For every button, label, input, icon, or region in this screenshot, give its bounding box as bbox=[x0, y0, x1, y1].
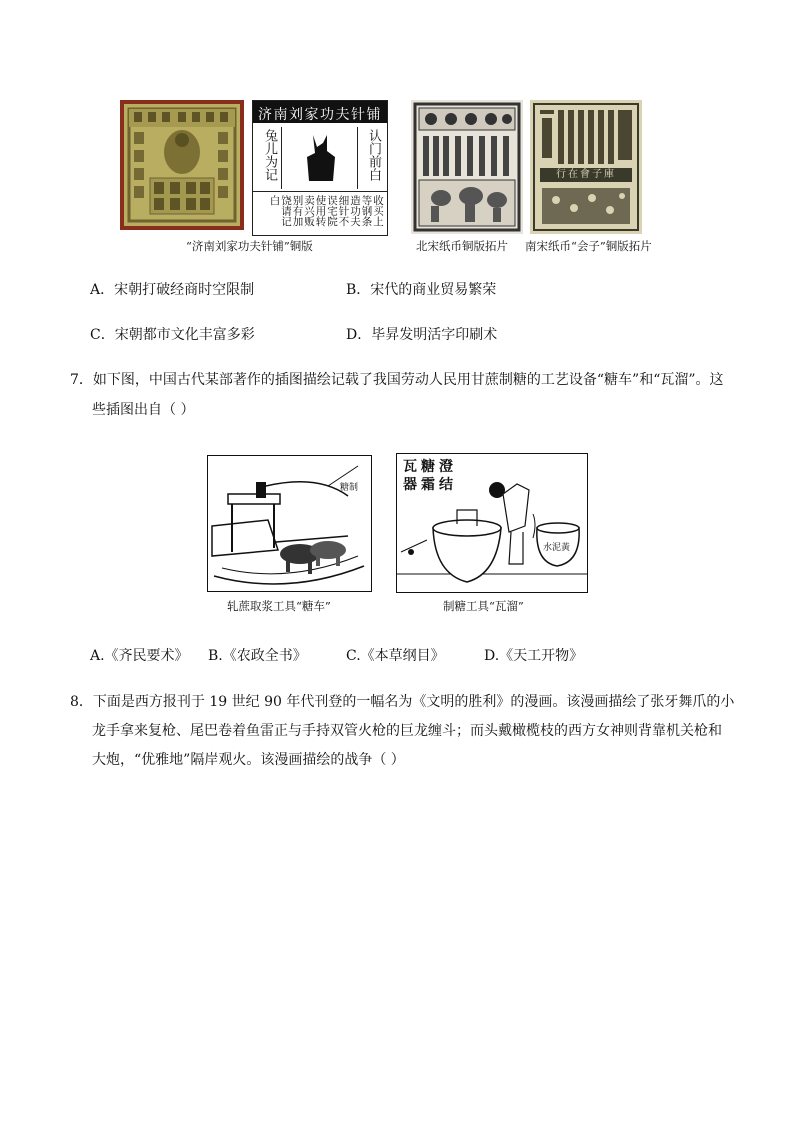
q6-option-a[interactable]: A．宋朝打破经商时空限制 bbox=[90, 282, 255, 298]
caption-needle-shop: “济南刘家功夫针铺”铜版 bbox=[186, 239, 313, 253]
q7-option-a[interactable]: A.《齐民要术》 bbox=[90, 648, 189, 664]
ad-left-column-text: 兔儿为记 bbox=[262, 129, 277, 181]
huizi-title-text: 行在會子庫 bbox=[556, 169, 616, 180]
q8-stem-line3: 大炮，“优雅地”隔岸观火。该漫画描绘的战争（ ） bbox=[92, 752, 405, 768]
q8-stem-line1: 8．下面是西方报刊于 19 世纪 90 年代刊登的一幅名为《文明的胜利》的漫画。该漫画描绘了张牙舞爪的小 bbox=[70, 694, 735, 710]
ad-right-column-text: 认门前白 bbox=[366, 129, 381, 181]
ad-body-text: 收买上等钢条造功夫细针不误宅院使用转卖兴贩别有加饶请记白 bbox=[268, 195, 384, 227]
q7-option-d[interactable]: D.《天工开物》 bbox=[484, 648, 584, 664]
northern-song-banknote-image bbox=[411, 100, 523, 234]
q7-stem-line2: 些插图出自（ ） bbox=[92, 402, 195, 418]
q6-option-c[interactable]: C．宋朝都市文化丰富多彩 bbox=[90, 327, 255, 343]
q8-stem-line2: 龙手拿来复枪、尾巴卷着鱼雷正与手持双管火枪的巨龙缠斗；而头戴橄榄枝的西方女神则背靠机关枪和 bbox=[92, 723, 722, 739]
bronze-plate-image bbox=[120, 100, 244, 230]
sugar-cart-illustration bbox=[207, 455, 372, 592]
southern-song-huizi-image bbox=[530, 100, 642, 234]
q7-stem-line1: 7．如下图，中国古代某部著作的插图描绘记载了我国劳动人民用甘蔗制糖的工艺设备“糖车”和“瓦溜”。这 bbox=[70, 372, 724, 388]
q6-option-d[interactable]: D．毕昇发明活字印刷术 bbox=[346, 327, 498, 343]
caption-southern-song: 南宋纸币“会子”铜版拓片 bbox=[525, 239, 652, 253]
q6-option-b[interactable]: B．宋代的商业贸易繁荣 bbox=[346, 282, 497, 298]
caption-northern-song: 北宋纸币铜版拓片 bbox=[416, 239, 508, 253]
clay-pot-title-text: 瓦糖澄 器霜结 bbox=[403, 459, 457, 493]
caption-sugar-cart: 轧蔗取浆工具“糖车” bbox=[227, 599, 331, 613]
clay-pot-jar-label: 水泥黃 bbox=[543, 543, 571, 553]
q7-option-b[interactable]: B.《农政全书》 bbox=[208, 648, 307, 664]
caption-clay-pot: 制糖工具“瓦溜” bbox=[443, 599, 524, 613]
sugar-cart-label: 糖制 bbox=[340, 483, 359, 493]
ad-title-text: 济南刘家功夫针铺 bbox=[258, 107, 382, 123]
q7-option-c[interactable]: C.《本草纲目》 bbox=[346, 648, 445, 664]
needle-shop-ad-image bbox=[252, 100, 388, 236]
clay-pot-illustration bbox=[396, 453, 588, 593]
